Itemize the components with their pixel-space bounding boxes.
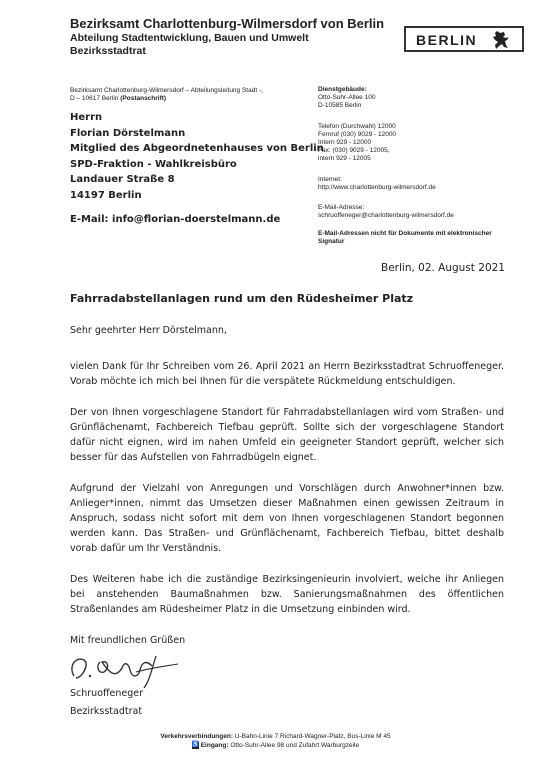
- department-name: Abteilung Stadtentwicklung, Bauen und Umwelt: [70, 32, 309, 44]
- sender-line-1: Bezirksamt Charlottenburg-Wilmersdorf – Abteilungsleitung Stadt -,: [70, 87, 263, 94]
- letter-subject: Fahrradabstellanlagen rund um den Rüdesheimer Platz: [70, 292, 414, 305]
- sender-line-2: [70, 95, 310, 103]
- body-paragraph: Aufgrund der Vielzahl von Anregungen und Vorschlägen durch Anwohner*innen bzw. Anlieger*innen, nimmt das Umsetzen dieser Maßnahmen einen gewissen Zeitraum in Anspruch, sodass nicht sofort mit dem von Ihnen vorgeschlagenen Standort begonnen werden kann. Das Straßen- und Grünflächenamt, Fachbereich Tiefbau, bittet deshalb vorab dafür um Ihr Verständnis.: [70, 483, 504, 554]
- transport-text: U-Bahn-Linie 7 Richard-Wagner-Platz, Bus-Linie M 45: [232, 733, 391, 740]
- phone-line: Telefon (Durchwahl) 12000: [318, 123, 396, 130]
- office-name: Bezirksstadtrat: [70, 45, 146, 57]
- building-line: Otto-Suhr-Allee 100: [318, 94, 376, 101]
- salutation: Sehr geehrter Herr Dörstelmann,: [70, 325, 227, 336]
- authority-name: Bezirksamt Charlottenburg-Wilmersdorf von Berlin: [70, 16, 385, 31]
- signature-note-line: Signatur: [318, 238, 345, 245]
- contact-email: [318, 204, 454, 220]
- entrance-text: Otto-Suhr-Allee 98 und Zufahrt Warburgzeile: [228, 742, 360, 750]
- footer-transport: [0, 733, 551, 740]
- building-label: Dienstgebäude:: [318, 86, 367, 93]
- internet-link[interactable]: http://www.charlottenburg-wilmersdorf.de: [318, 184, 436, 191]
- footer-entrance: [0, 742, 551, 749]
- recipient-email: E-Mail: info@florian-doerstelmann.de: [70, 214, 281, 225]
- email-label: E-Mail-Adresse:: [318, 204, 365, 211]
- berlin-logo-text: BERLIN: [416, 32, 478, 48]
- building-line: D-10585 Berlin: [318, 102, 362, 109]
- accessibility-icon: ♿: [191, 742, 200, 748]
- signer-name: Schruoffeneger: [70, 688, 144, 699]
- contact-building: [318, 86, 375, 110]
- letter-date: Berlin, 02. August 2021: [381, 262, 505, 274]
- recipient-address: [70, 110, 324, 203]
- body-paragraph: vielen Dank für Ihr Schreiben vom 26. April 2021 an Herrn Bezirksstadtrat Schruoffeneger. Vorab möchte ich mich bei Ihnen für die verspätete Rückmeldung entschuldigen.: [70, 361, 504, 387]
- recipient-line: 14197 Berlin: [70, 189, 142, 201]
- berlin-logo: [404, 26, 524, 52]
- phone-line: Fernruf (030) 9029 - 12000: [318, 131, 397, 138]
- phone-line: Intern 929 - 12000: [318, 139, 372, 146]
- recipient-line: Landauer Straße 8: [70, 174, 175, 185]
- contact-internet: [318, 176, 436, 192]
- phone-line: Fax: (030) 9029 - 12005,: [318, 147, 390, 154]
- handwritten-signature: [66, 648, 186, 690]
- recipient-line: Mitglied des Abgeordnetenhauses von Berlin: [70, 143, 324, 154]
- recipient-line: Herrn: [70, 112, 103, 123]
- entrance-label: Eingang:: [200, 742, 229, 750]
- phone-line: intern 929 - 12005: [318, 155, 371, 162]
- sender-return-address: [70, 87, 310, 103]
- sender-postanschrift: (Postanschrift): [120, 95, 167, 102]
- internet-label: Internet:: [318, 176, 342, 183]
- signer-title: Bezirksstadtrat: [70, 706, 143, 717]
- contact-phone: [318, 123, 396, 163]
- email-link[interactable]: schruoffeneger@charlottenburg-wilmersdorf.de: [318, 212, 454, 219]
- recipient-line: Florian Dörstelmann: [70, 127, 186, 139]
- berlin-bear-icon: [490, 30, 512, 50]
- signature-note-line: E-Mail-Adressen nicht für Dokumente mit elektronischer: [318, 230, 492, 237]
- closing-phrase: Mit freundlichen Grüßen: [70, 635, 186, 646]
- transport-label: Verkehrsverbindungen:: [160, 733, 233, 740]
- sender-postcode-city: D – 10617 Berlin: [70, 95, 121, 102]
- recipient-line: SPD-Fraktion - Wahlkreisbüro: [70, 158, 237, 170]
- body-paragraph: Des Weiteren habe ich die zuständige Bezirksingenieurin involviert, welche ihr Anliegen bei anstehenden Baumaßnahmen bzw. Sanierungsmaßnahmen des öffentlichen Straßenlandes am Rüdesheimer Platz in die Umsetzung einbinden wird.: [70, 574, 504, 615]
- signature-note: [318, 230, 492, 246]
- body-paragraph: Der von Ihnen vorgeschlagene Standort für Fahrradabstellanlagen wird vom Straßen- und Grünflächenamt, Fachbereich Tiefbau geprüft. Sollte sich der vorgeschlagene Standort dafür nicht eignen, wird im nahen Umfeld ein geeigneter Standort geprüft, welcher sich besser für das Aufstellen von Fahrradbügeln eignet.: [70, 407, 504, 463]
